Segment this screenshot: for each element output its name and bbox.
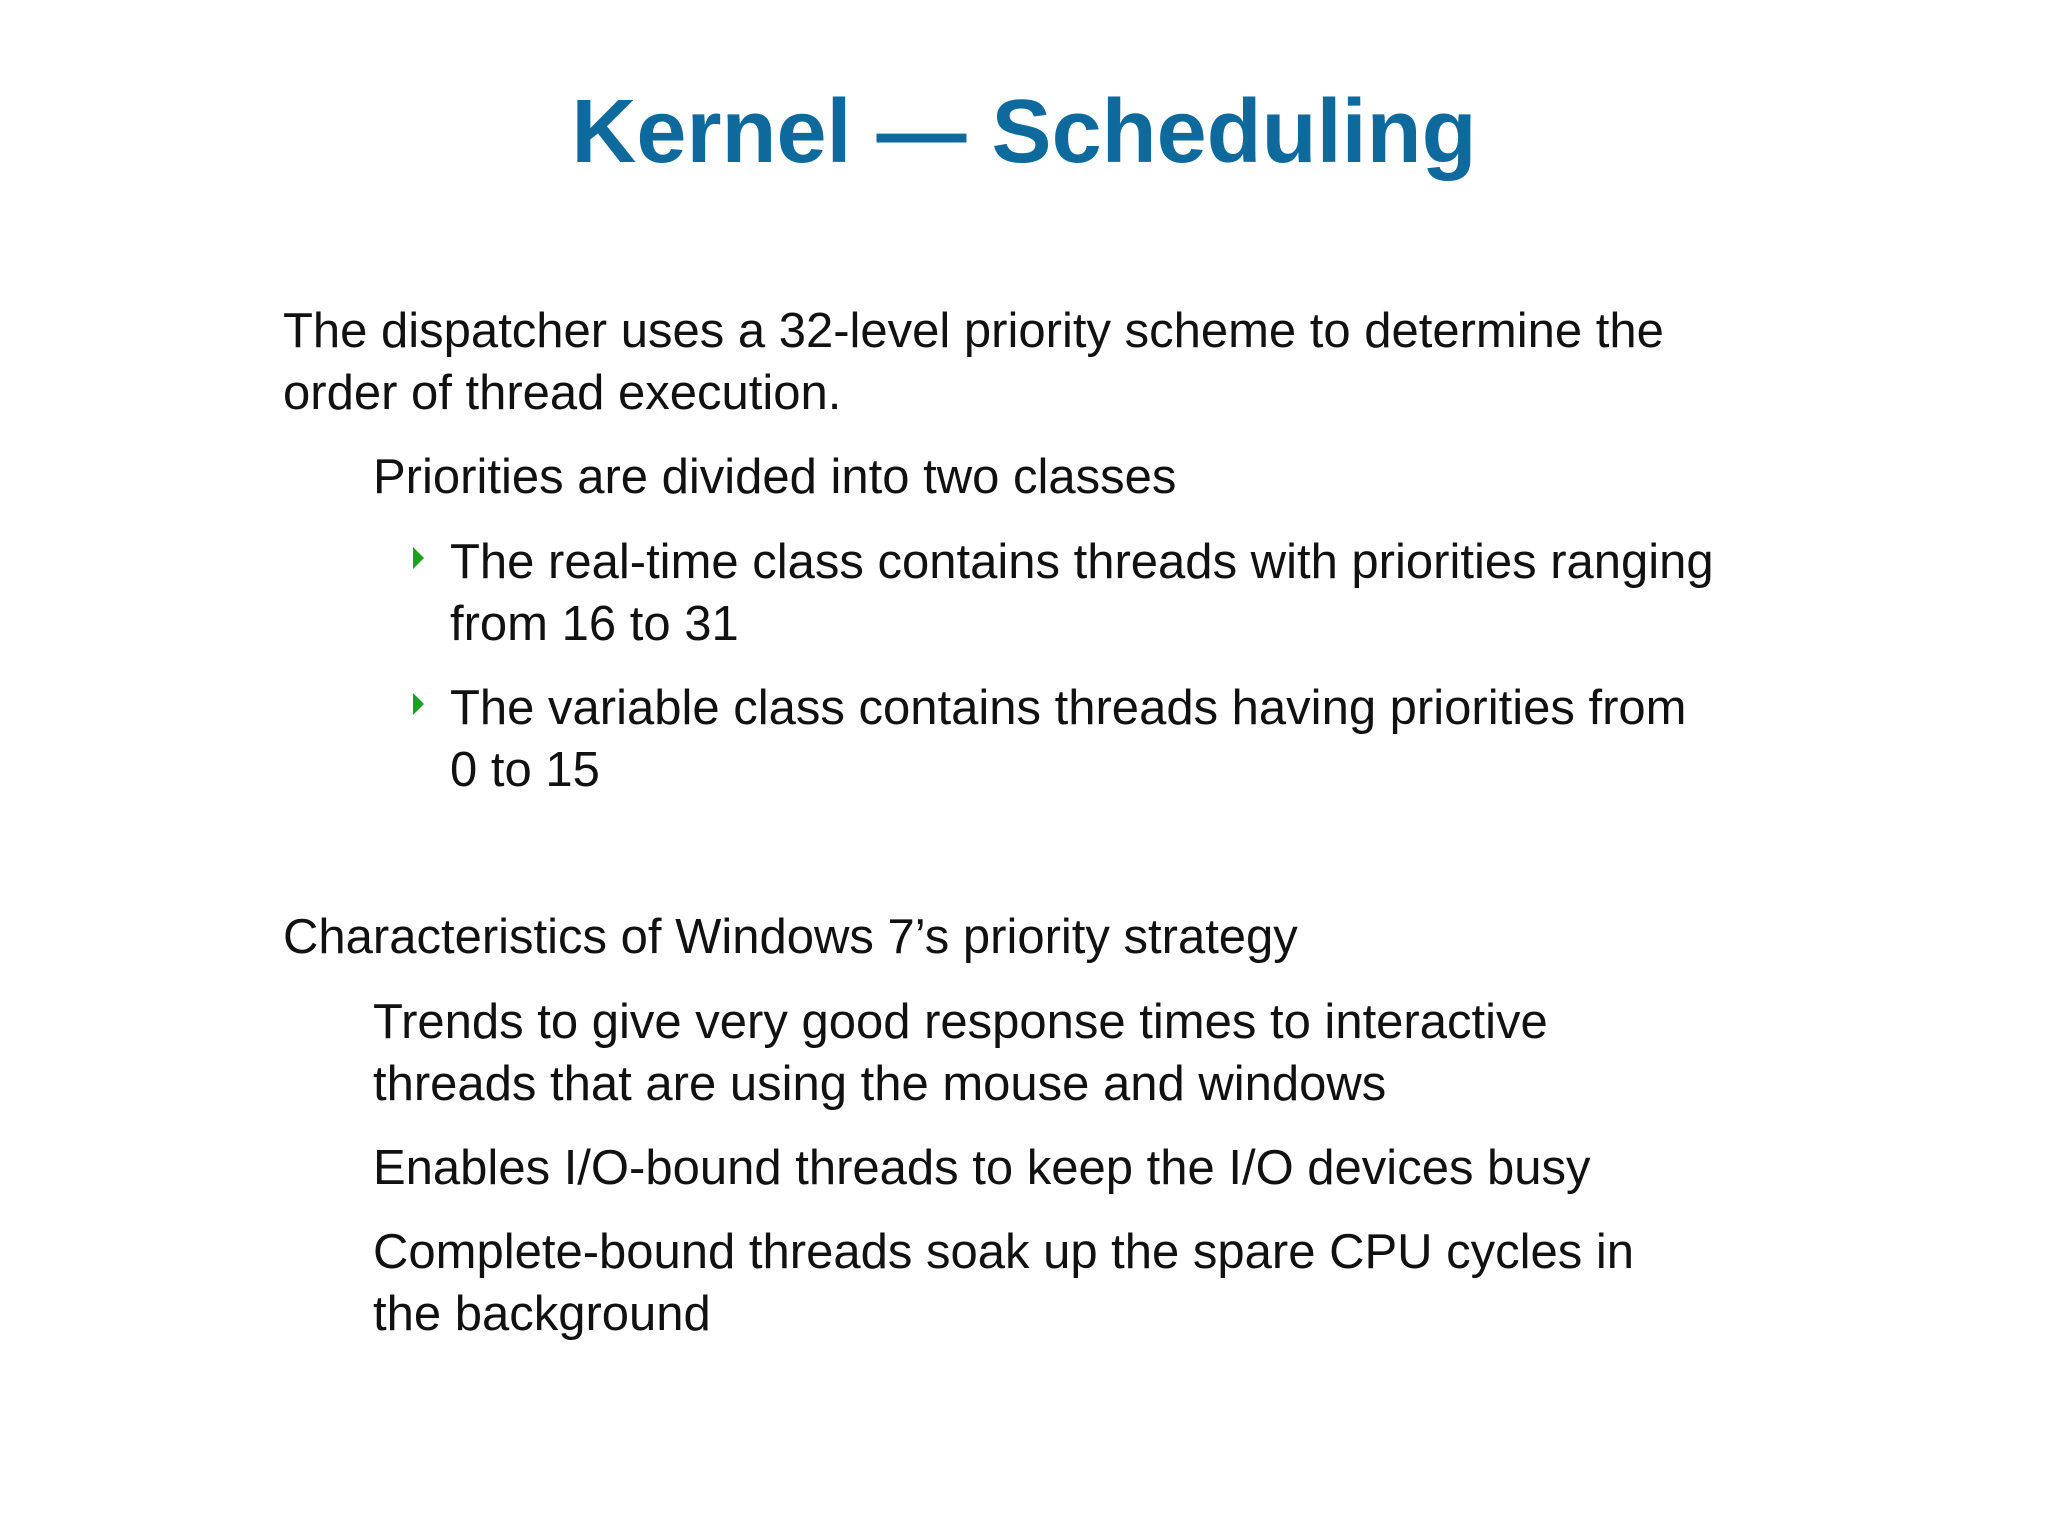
- list-item-line: Enables I/O-bound threads to keep the I/O devices busy: [373, 1141, 1591, 1195]
- section-heading-line: The dispatcher uses a 32-level priority scheme to determine the: [283, 304, 1664, 358]
- bullet-text-line: 0 to 15: [450, 743, 600, 797]
- triangle-bullet-icon: [413, 547, 424, 569]
- slide-title: Kernel — Scheduling: [571, 82, 1477, 182]
- section-heading-line: order of thread execution.: [283, 366, 842, 420]
- triangle-bullet-icon: [413, 693, 424, 715]
- bullet-text-line: The real-time class contains threads with priorities ranging: [450, 535, 1714, 589]
- list-item-line: Trends to give very good response times to interactive: [373, 995, 1548, 1049]
- bullet-text-line: from 16 to 31: [450, 597, 739, 651]
- section-heading: Characteristics of Windows 7’s priority strategy: [283, 910, 1298, 964]
- list-item-line: threads that are using the mouse and windows: [373, 1057, 1387, 1111]
- list-item-line: Complete-bound threads soak up the spare CPU cycles in: [373, 1225, 1635, 1279]
- list-item-line: the background: [373, 1287, 711, 1341]
- bullet-text-line: The variable class contains threads having priorities from: [450, 681, 1687, 735]
- sub-item-priorities: Priorities are divided into two classes: [373, 450, 1177, 504]
